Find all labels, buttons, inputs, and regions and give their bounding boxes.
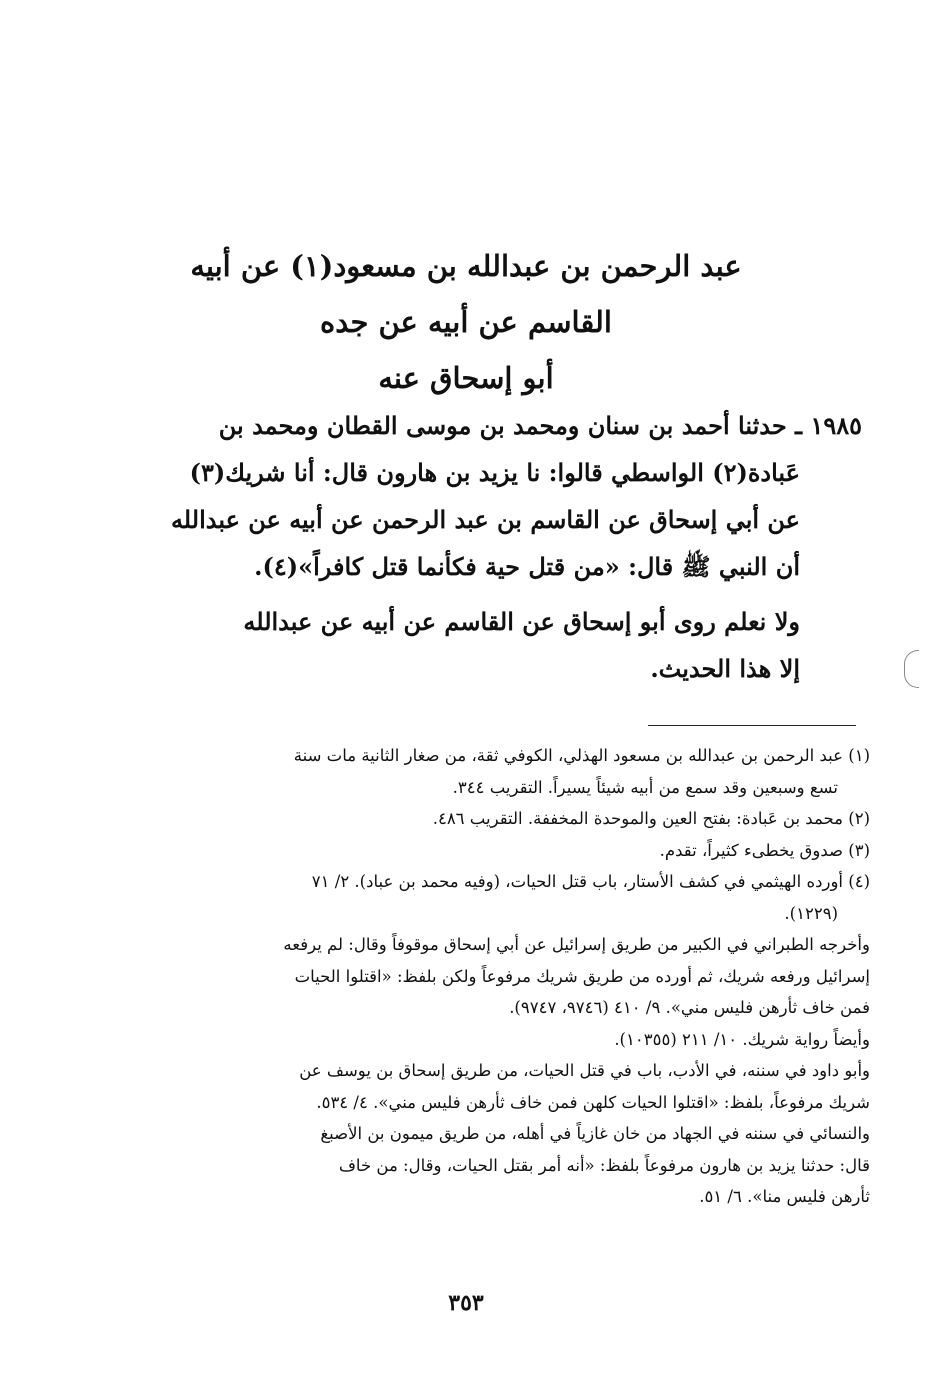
comment-line-2: إلا هذا الحديث.: [650, 654, 800, 683]
footnote-4-para-3-cont: شريك مرفوعاً، بلفظ: «اقتلوا الحيات كلهن فمن خاف ثأرهن فليس مني». ٤/ ٥٣٤.: [316, 1092, 870, 1112]
footnote-4: (٤) أورده الهيثمي في كشف الأستار، باب قتل الحيات، (وفيه محمد بن عباد). ٢/ ٧١: [311, 872, 870, 891]
footnote-4-cont: (١٢٢٩).: [784, 903, 838, 923]
heading-line-2: القاسم عن أبيه عن جده: [320, 305, 612, 339]
hadith-line-2: عَبادة(٢) الواسطي قالوا: نا يزيد بن هارون قال: أنا شريك(٣): [189, 458, 800, 487]
footnotes: [150, 740, 870, 1213]
footnote-2: (٢) محمد بن عَبادة: بفتح العين والموحدة المخففة. التقريب ٤٨٦.: [432, 809, 870, 828]
footnote-4-para-1-end: فمن خاف ثأرهن فليس مني». ٩/ ٤١٠ (٩٧٤٦، ٩٧٤٧).: [509, 998, 870, 1017]
footnote-separator: [648, 725, 856, 726]
hadith-line-1: ١٩٨٥ ـ حدثنا أحمد بن سنان ومحمد بن موسى القطان ومحمد بن: [218, 411, 862, 440]
binding-margin-mark: [904, 650, 919, 688]
footnote-3: (٣) صدوق يخطىء كثيراً، تقدم.: [659, 840, 870, 860]
hadith-text: [150, 402, 862, 692]
chapter-heading: [140, 238, 792, 406]
heading-line-3: أبو إسحاق عنه: [378, 361, 554, 395]
comment-line-1: ولا نعلم روى أبو إسحاق عن القاسم عن أبيه عن عبدالله: [243, 607, 800, 636]
footnote-4-para-1: وأخرجه الطبراني في الكبير من طريق إسرائيل عن أبي إسحاق موقوفاً وقال: لم يرفعه: [283, 935, 870, 954]
footnote-4-para-4-cont: قال: حدثنا يزيد بن هارون مرفوعاً بلفظ: «أنه أمر بقتل الحيات، وقال: من خاف: [338, 1155, 870, 1175]
footnote-4-para-4-end: ثأرهن فليس منا». ٦/ ٥١.: [699, 1187, 870, 1206]
page-number: ٣٥٣: [448, 1290, 484, 1316]
footnote-1-cont: تسع وسبعين وقد سمع من أبيه شيئاً يسيراً. التقريب ٣٤٤.: [452, 777, 838, 797]
hadith-line-3: عن أبي إسحاق عن القاسم بن عبد الرحمن عن أبيه عن عبدالله: [170, 505, 800, 534]
footnote-4-para-2: وأيضاً رواية شريك. ١٠/ ٢١١ (١٠٣٥٥).: [614, 1029, 870, 1049]
hadith-line-4: أن النبي ﷺ قال: «من قتل حية فكأنما قتل كافراً»(٤).: [254, 552, 800, 581]
paragraph-gap: [150, 590, 862, 598]
footnote-4-para-3: وأبو داود في سننه، في الأدب، باب في قتل الحيات، من طريق إسحاق بن يوسف عن: [299, 1061, 870, 1080]
heading-line-1: عبد الرحمن بن عبدالله بن مسعود(١) عن أبيه: [190, 249, 742, 283]
footnote-4-para-4: والنسائي في سننه في الجهاد من خان غازياً في أهله، من طريق ميمون بن الأصبغ: [320, 1124, 870, 1143]
footnote-1: (١) عبد الرحمن بن عبدالله بن مسعود الهذلي، الكوفي ثقة، من صغار الثانية مات سنة: [293, 746, 870, 765]
footnote-4-para-1-cont: إسرائيل ورفعه شريك، ثم أورده من طريق شريك مرفوعاً ولكن بلفظ: «اقتلوا الحيات: [294, 966, 870, 986]
